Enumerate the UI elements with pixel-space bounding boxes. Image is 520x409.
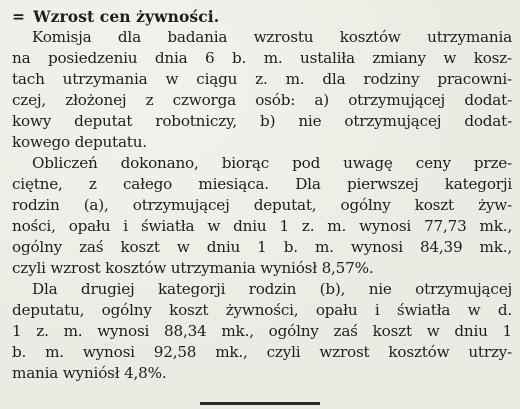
paragraph-2-line-5: ogólny zaś koszt w dniu 1 b. m. wynosi 84,39 mk., — [12, 238, 512, 256]
paragraph-1-line-2: na posiedzeniu dnia 6 b. m. ustaliła zmiany w kosz- — [12, 49, 512, 67]
paragraph-2-line-3: rodzin (a), otrzymującej deputat, ogólny koszt żyw- — [12, 196, 512, 214]
paragraph-2-line-4: ności, opału i światła w dniu 1 z. m. wynosi 77,73 mk., — [12, 217, 512, 235]
paragraph-3-line-3: 1 z. m. wynosi 88,34 mk., ogólny zaś koszt w dniu 1 — [12, 322, 512, 340]
paragraph-2-line-2: ciętne, z całego miesiąca. Dla pierwszej kategorji — [12, 175, 512, 193]
paragraph-3-line-5: mania wyniósł 4,8%. — [12, 364, 167, 382]
paragraph-1-line-3: tach utrzymania w ciągu z. m. dla rodziny pracowni- — [12, 70, 512, 88]
paragraph-3-line-2: deputatu, ogólny koszt żywności, opału i światła w d. — [12, 301, 512, 319]
article-title: Wzrost cen żywności. — [33, 7, 220, 26]
paragraph-1-line-6: kowego deputatu. — [12, 133, 147, 151]
section-divider-rule — [200, 402, 320, 405]
paragraph-3-line-4: b. m. wynosi 92,58 mk., czyli wzrost kosztów utrzy- — [12, 343, 512, 361]
news-article — [12, 6, 512, 384]
paragraph-2-line-1: Obliczeń dokonano, biorąc pod uwagę ceny prze- — [32, 154, 512, 172]
article-title-line — [12, 6, 512, 27]
paragraph-1-line-5: kowy deputat robotniczy, b) nie otrzymującej dodat- — [12, 112, 512, 130]
paragraph-1-line-4: czej, złożonej z czworga osób: a) otrzymującej dodat- — [12, 91, 512, 109]
paragraph-1-line-1: Komisja dla badania wzrostu kosztów utrzymania — [32, 28, 512, 46]
paragraph-2-line-6: czyli wzrost kosztów utrzymania wyniósł 8,57%. — [12, 259, 374, 277]
title-mark: = — [12, 7, 26, 26]
paragraph-3-line-1: Dla drugiej kategorji rodzin (b), nie otrzymującej — [32, 280, 512, 298]
